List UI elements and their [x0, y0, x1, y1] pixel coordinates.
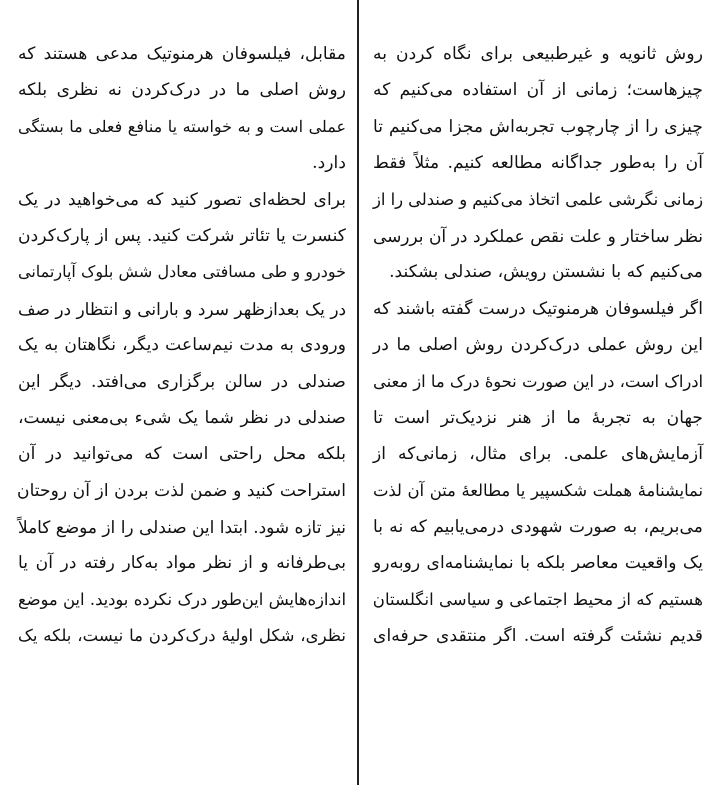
text-line: نمایشنامهٔ هملت شکسپیر یا مطالعهٔ متن آن لذت	[373, 480, 703, 500]
text-line: آزمایش‌های علمی. برای مثال، زمانی‌که از	[373, 444, 703, 465]
text-line: آن را به‌طور جداگانه مطالعه کنیم. مثلاً فقط	[373, 153, 703, 174]
text-line: نظر ساختار و علت نقص عملکرد در آن بررسی	[373, 225, 703, 246]
right-text-column	[373, 36, 703, 655]
text-line: اندازه‌هایش این‌طور درک نکرده بودید. این موضع	[18, 589, 346, 609]
text-line: استراحت کنید و ضمن لذت بردن از آن روحتان	[16, 480, 346, 501]
text-line: مقابل، فیلسوفان هرمنوتیک مدعی هستند که	[18, 44, 346, 64]
text-line: در یک بعدازظهر سرد و بارانی و انتظار در صف	[18, 298, 346, 319]
text-line: هستیم که از محیط اجتماعی و سیاسی انگلستان	[372, 589, 703, 609]
text-line: روش اصلی ما در درک‌کردن نه نظری بلکه	[18, 80, 346, 101]
text-line: کنسرت یا تئاتر شرکت کنید. پس از پارک‌کردن	[18, 225, 346, 246]
text-line: نظری، شکل اولیهٔ درک‌کردن ما نیست، بلکه یک	[18, 626, 346, 646]
text-line: صندلی در نظر شما یک شیء بی‌معنی نیست،	[18, 407, 346, 428]
text-line: این روش عملی درک‌کردن روش اصلی ما در	[373, 335, 703, 356]
text-line: بلکه محل راحتی است که می‌توانید در آن	[18, 444, 346, 465]
text-line: بی‌طرفانه و از نظر مواد به‌کار رفته در آن یا	[18, 553, 346, 574]
text-line: می‌کنیم که با نشستن رویش، صندلی بشکند.	[389, 262, 703, 283]
text-line: قدیم نشئت گرفته است. اگر منتقدی حرفه‌ای	[373, 626, 703, 647]
text-line: روش ثانویه و غیرطبیعی برای نگاه کردن به	[373, 44, 703, 64]
text-line: جهان به تجربهٔ ما از هنر نزدیک‌تر است تا	[373, 407, 703, 428]
text-line: خودرو و طی مسافتی معادل شش بلوک آپارتمانی	[18, 262, 346, 282]
text-line: می‌بریم، به صورت شهودی درمی‌یابیم که نه با	[373, 517, 703, 538]
column-divider	[357, 0, 359, 785]
text-line: ادراک است، در این صورت نحوهٔ درک ما از معنی	[373, 371, 703, 391]
left-text-column	[18, 36, 346, 655]
text-line: عملی است و به خواسته یا منافع فعلی ما بستگی	[18, 116, 346, 136]
text-line: برای لحظه‌ای تصور کنید که می‌خواهید در یک	[18, 189, 346, 210]
text-line: دارد.	[312, 153, 346, 174]
text-line: اگر فیلسوفان هرمنوتیک درست گفته باشند که	[373, 298, 703, 319]
text-line: ورودی به مدت نیم‌ساعت دیگر، نگاهتان به یک	[18, 335, 346, 356]
text-line: چیزی را از چارچوب تجربه‌اش مجزا می‌کنیم تا	[373, 116, 703, 137]
text-line: یک واقعیت معاصر بلکه با نمایشنامه‌ای روبه‌رو	[373, 553, 703, 574]
text-line: چیزهاست؛ زمانی از آن استفاده می‌کنیم که	[373, 80, 703, 101]
text-line: صندلی در سالن برگزاری می‌افتد. دیگر این	[18, 371, 346, 392]
text-line: زمانی نگرشی علمی اتخاذ می‌کنیم و صندلی را از	[373, 189, 703, 209]
text-line: نیز تازه شود. ابتدا این صندلی را از موضع کاملاً	[18, 517, 346, 538]
